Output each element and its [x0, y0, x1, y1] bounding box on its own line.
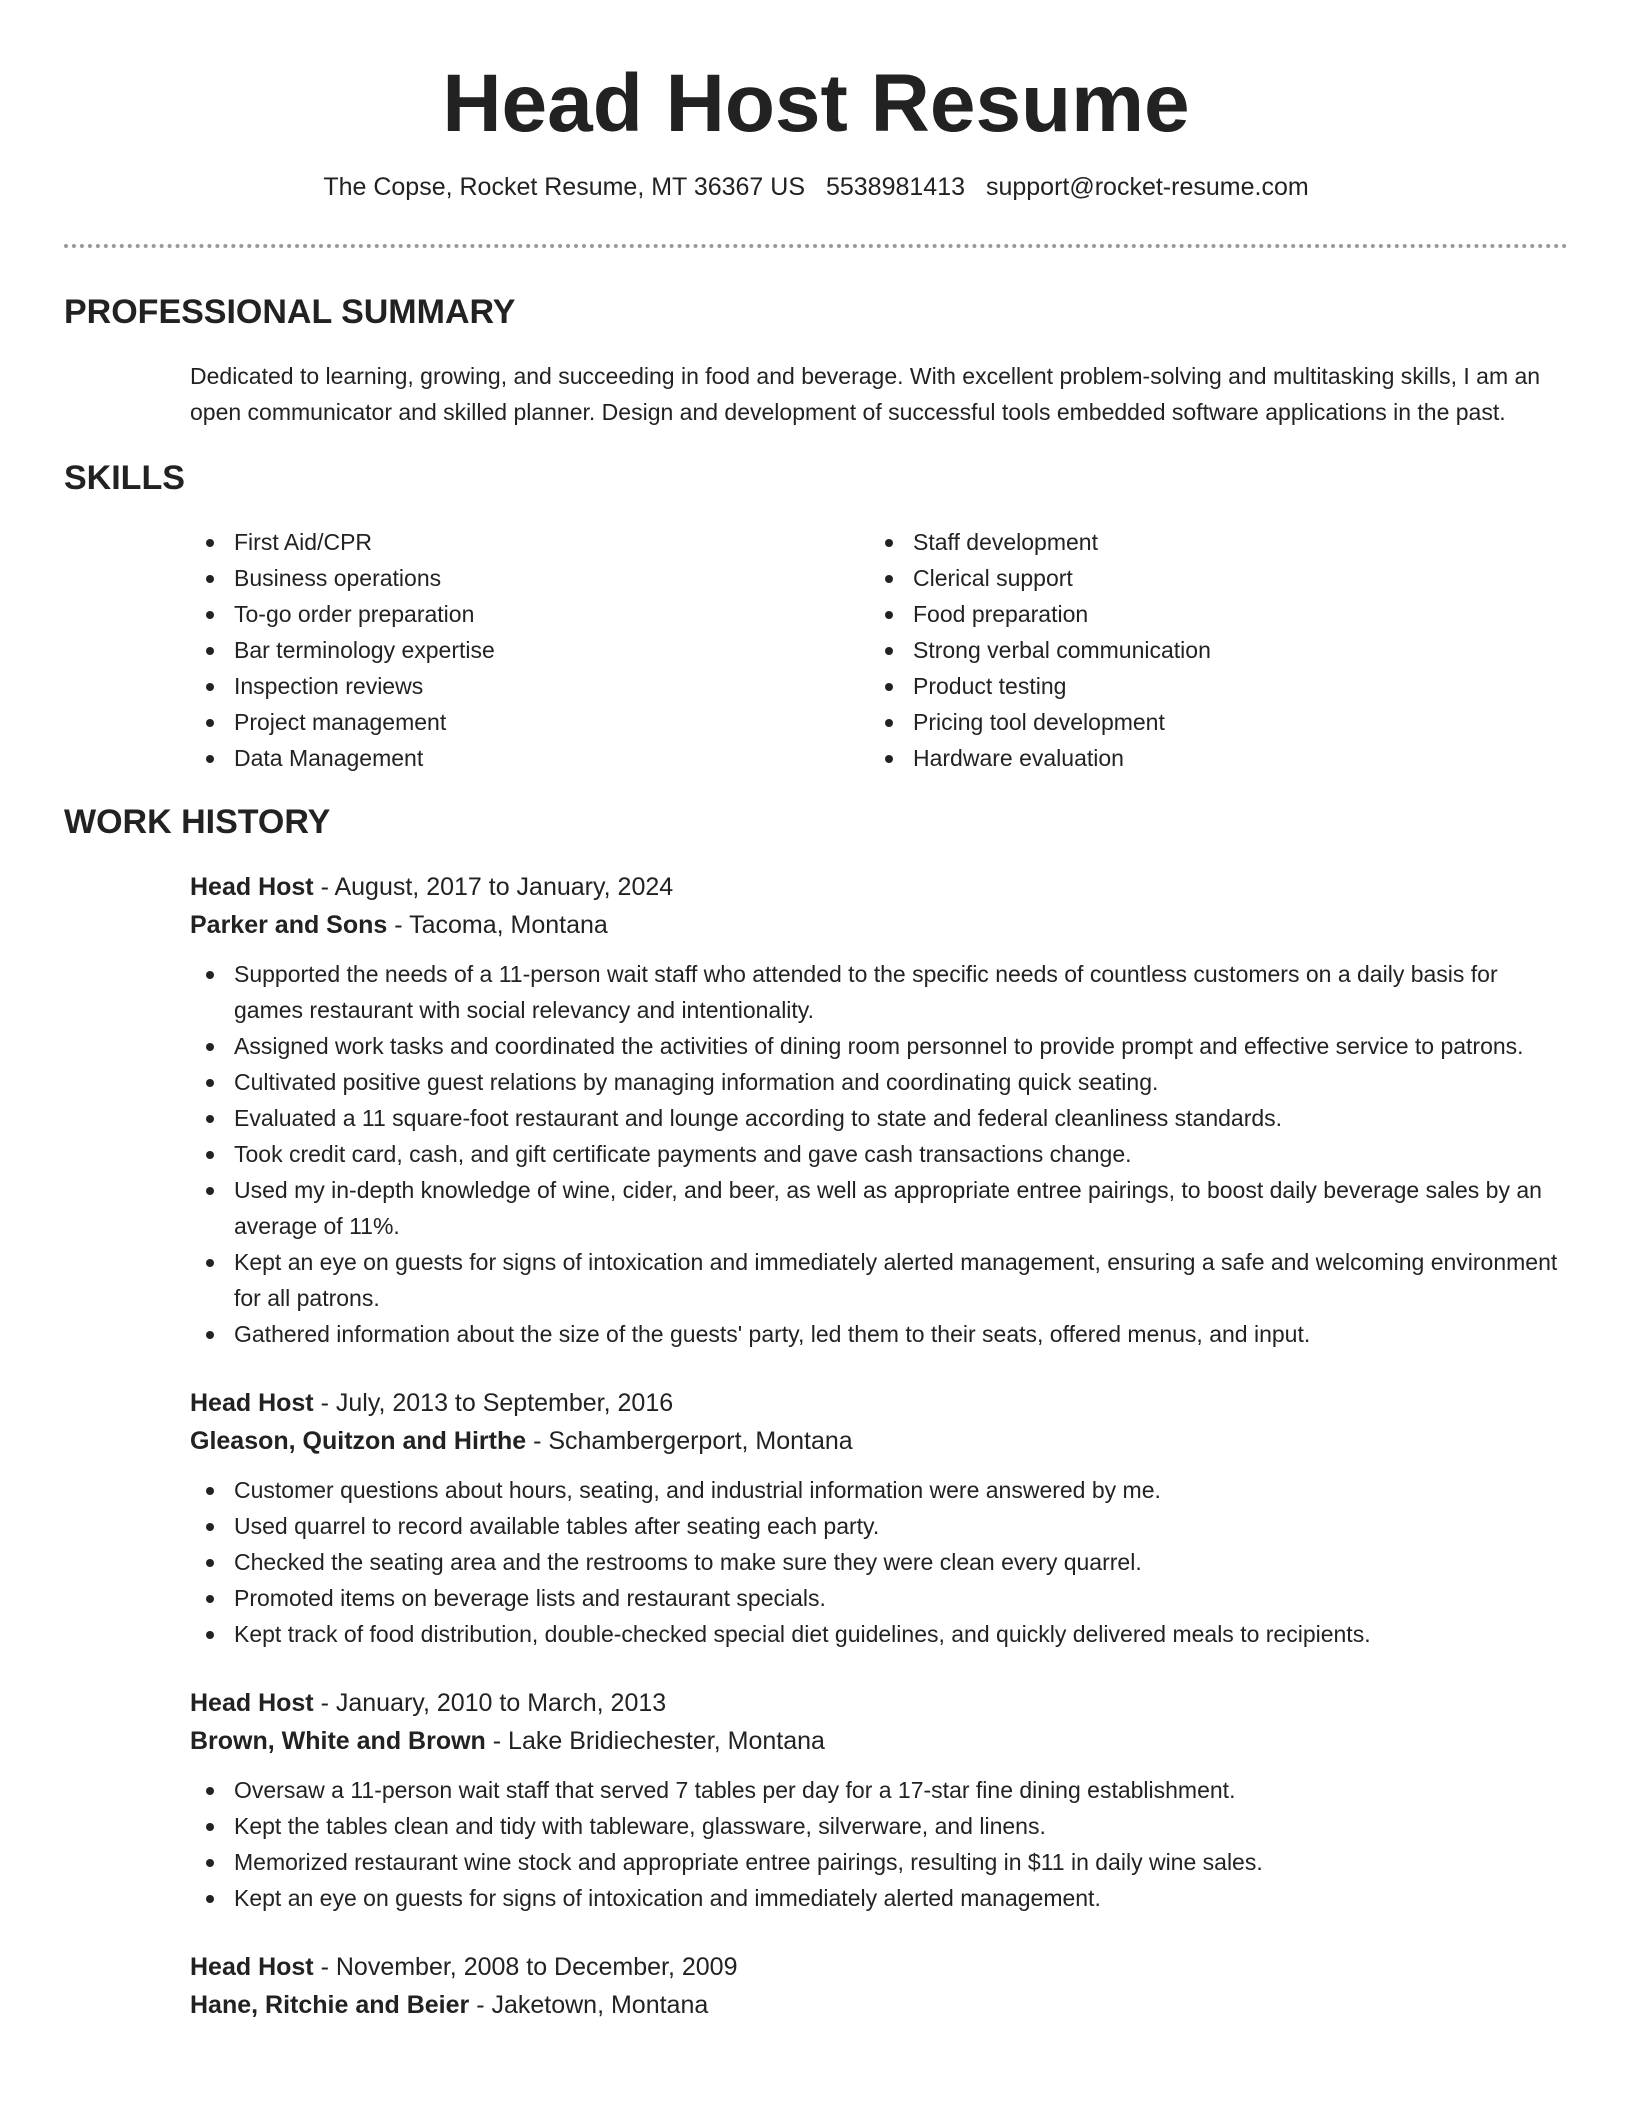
- job-bullet: Kept an eye on guests for signs of intoxication and immediately alerted management, ensuring a safe and welcoming environment for all patrons.: [190, 1244, 1568, 1316]
- job-bullet: Oversaw a 11-person wait staff that served 7 tables per day for a 17-star fine dining establishment.: [190, 1772, 1568, 1808]
- job-bullet: Kept the tables clean and tidy with tableware, glassware, silverware, and linens.: [190, 1808, 1568, 1844]
- job-company-line: [190, 906, 1568, 944]
- summary-text: Dedicated to learning, growing, and succeeding in food and beverage. With excellent problem-solving and multitasking skills, I am an open communicator and skilled planner. Design and development of successful tools embedded software applications in the past.: [190, 363, 1541, 425]
- skills-list: [190, 524, 1568, 776]
- job-title-line: [190, 868, 1568, 906]
- job-bullet: Supported the needs of a 11-person wait staff who attended to the specific needs of countless customers on a daily basis for games restaurant with social relevancy and intentionality.: [190, 956, 1568, 1028]
- job-bullet: Gathered information about the size of the guests' party, led them to their seats, offered menus, and input.: [190, 1316, 1568, 1352]
- job-title: Head Host: [190, 1689, 314, 1717]
- job-bullet: Checked the seating area and the restrooms to make sure they were clean every quarrel.: [190, 1544, 1568, 1580]
- job-company-line: [190, 1986, 1568, 2024]
- job-bullet: Evaluated a 11 square-foot restaurant and lounge according to state and federal cleanliness standards.: [190, 1100, 1568, 1136]
- job-dates: - January, 2010 to March, 2013: [313, 1689, 667, 1717]
- job-title-line: [190, 1948, 1568, 1986]
- skill-item: Product testing: [869, 668, 1548, 704]
- job-location: - Tacoma, Montana: [387, 911, 608, 939]
- skill-item: Staff development: [869, 524, 1548, 560]
- job-dates: - August, 2017 to January, 2024: [313, 873, 674, 901]
- job-dates: - July, 2013 to September, 2016: [313, 1389, 674, 1417]
- job-bullet: Took credit card, cash, and gift certificate payments and gave cash transactions change.: [190, 1136, 1568, 1172]
- job-entry: [190, 1948, 1568, 2024]
- job-bullets: [190, 956, 1568, 1352]
- skill-item: Business operations: [190, 560, 869, 596]
- job-bullet: Promoted items on beverage lists and restaurant specials.: [190, 1580, 1568, 1616]
- job-title-line: [190, 1684, 1568, 1722]
- skills-heading: SKILLS: [64, 459, 185, 497]
- job-company: Hane, Ritchie and Beier: [190, 1991, 470, 2019]
- contact-line: [64, 170, 1568, 204]
- job-bullets: [190, 1772, 1568, 1916]
- job-title: Head Host: [190, 873, 314, 901]
- job-bullet: Used my in-depth knowledge of wine, cider, and beer, as well as appropriate entree pairings, to boost daily beverage sales by an average of 11%.: [190, 1172, 1568, 1244]
- skill-item: Project management: [190, 704, 869, 740]
- job-location: - Lake Bridiechester, Montana: [485, 1727, 825, 1755]
- job-company: Brown, White and Brown: [190, 1727, 486, 1755]
- resume-page: [64, 0, 1568, 2024]
- job-entry: [190, 1384, 1568, 1652]
- job-location: - Jaketown, Montana: [469, 1991, 709, 2019]
- job-entry: [190, 868, 1568, 1352]
- header-divider: [64, 244, 1568, 248]
- skill-item: Clerical support: [869, 560, 1548, 596]
- skill-item: To-go order preparation: [190, 596, 869, 632]
- job-bullet: Customer questions about hours, seating, and industrial information were answered by me.: [190, 1472, 1568, 1508]
- job-company: Gleason, Quitzon and Hirthe: [190, 1427, 527, 1455]
- skill-item: Bar terminology expertise: [190, 632, 869, 668]
- job-bullet: Used quarrel to record available tables after seating each party.: [190, 1508, 1568, 1544]
- contact-address: The Copse, Rocket Resume, MT 36367 US: [323, 173, 806, 201]
- summary-heading: PROFESSIONAL SUMMARY: [64, 293, 516, 331]
- skills-column-right: [869, 524, 1548, 776]
- job-company-line: [190, 1722, 1568, 1760]
- job-bullet: Kept an eye on guests for signs of intoxication and immediately alerted management.: [190, 1880, 1568, 1916]
- job-bullet: Kept track of food distribution, double-checked special diet guidelines, and quickly delivered meals to recipients.: [190, 1616, 1568, 1652]
- job-company-line: [190, 1422, 1568, 1460]
- resume-title: Head Host Resume: [442, 58, 1190, 149]
- skill-item: Strong verbal communication: [869, 632, 1548, 668]
- job-location: - Schambergerport, Montana: [526, 1427, 853, 1455]
- job-bullet: Cultivated positive guest relations by managing information and coordinating quick seating.: [190, 1064, 1568, 1100]
- skill-item: Food preparation: [869, 596, 1548, 632]
- job-title: Head Host: [190, 1389, 314, 1417]
- skill-item: Hardware evaluation: [869, 740, 1548, 776]
- skill-item: First Aid/CPR: [190, 524, 869, 560]
- job-company: Parker and Sons: [190, 911, 388, 939]
- skill-item: Pricing tool development: [869, 704, 1548, 740]
- skill-item: Inspection reviews: [190, 668, 869, 704]
- job-dates: - November, 2008 to December, 2009: [313, 1953, 738, 1981]
- skill-item: Data Management: [190, 740, 869, 776]
- job-bullet: Assigned work tasks and coordinated the activities of dining room personnel to provide prompt and effective service to patrons.: [190, 1028, 1568, 1064]
- job-title: Head Host: [190, 1953, 314, 1981]
- job-bullets: [190, 1472, 1568, 1652]
- skills-column-left: [190, 524, 869, 776]
- contact-email: support@rocket-resume.com: [985, 173, 1309, 201]
- job-bullet: Memorized restaurant wine stock and appropriate entree pairings, resulting in $11 in daily wine sales.: [190, 1844, 1568, 1880]
- job-entry: [190, 1684, 1568, 1916]
- work-history-heading: WORK HISTORY: [64, 803, 331, 841]
- job-title-line: [190, 1384, 1568, 1422]
- contact-phone: 5538981413: [825, 173, 966, 201]
